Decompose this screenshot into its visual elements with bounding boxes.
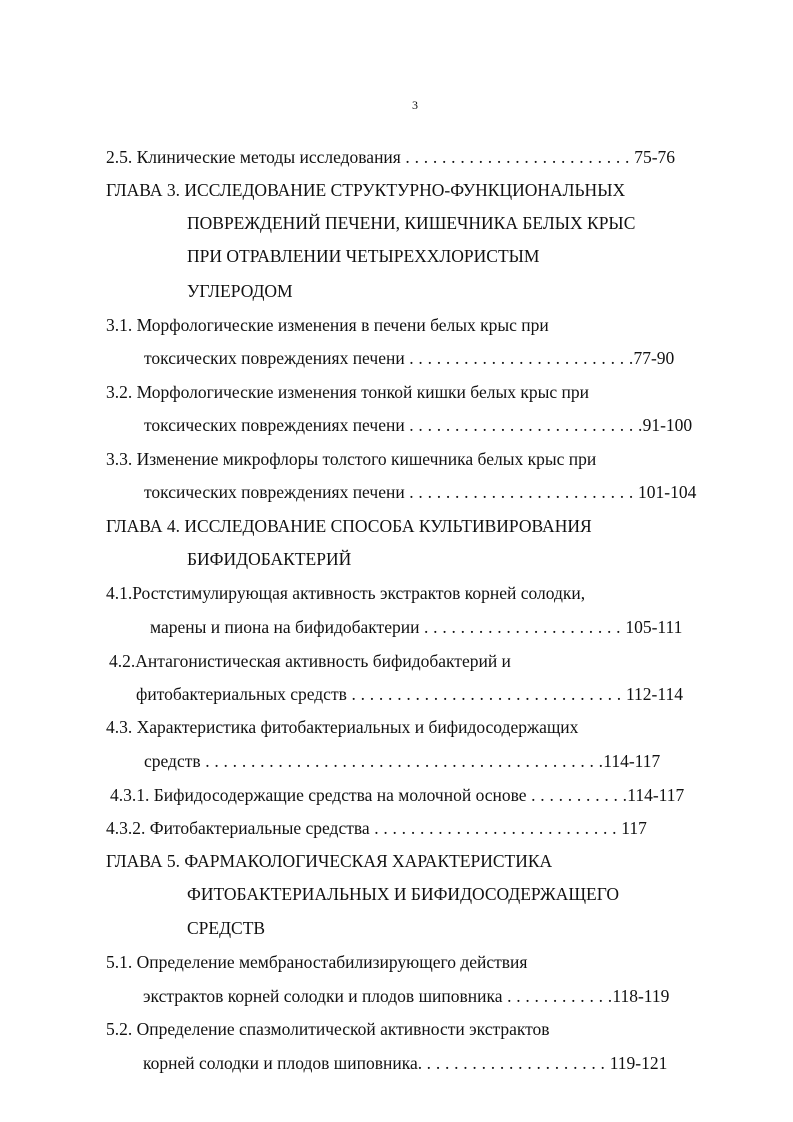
toc-page-range: 112-114 [625,684,683,704]
toc-entry-4-3-1 [110,784,684,806]
toc-page-range: 77-90 [633,348,675,368]
toc-entry-title: 2.5. Клинические методы исследования [106,147,401,167]
toc-page-range: 114-117 [627,785,685,805]
toc-entry-4-1-cont [150,616,682,638]
toc-entry-5-1-cont [143,985,669,1007]
toc-page-range: 119-121 [609,1053,668,1073]
toc-entry-5-2-cont [143,1052,667,1074]
toc-page-range: 101-104 [638,482,697,502]
chapter-4-heading-cont: БИФИДОБАКТЕРИЙ [187,549,352,569]
toc-entry-4-1: 4.1.Ростстимулирующая активность экстрактов корней солодки, [106,583,586,603]
toc-page-range: 105-111 [625,617,683,637]
toc-entry-3-1-cont [144,347,674,369]
toc-entry-5-2: 5.2. Определение спазмолитической активности экстрактов [106,1019,550,1039]
toc-entry-4-2: 4.2.Антагонистическая активность бифидобактерий и [109,651,511,671]
toc-entry-4-3-cont [144,750,660,772]
toc-page-range: 91-100 [642,415,693,435]
chapter-5-heading-cont: ФИТОБАКТЕРИАЛЬНЫХ И БИФИДОСОДЕРЖАЩЕГО [187,884,620,904]
toc-entry-3-2: 3.2. Морфологические изменения тонкой кишки белых крыс при [106,382,589,402]
toc-leader-dots: . . . . . . . . . . . . . . . . . . . . . . . . . . . . . . [346,684,626,704]
toc-entry-4-3: 4.3. Характеристика фитобактериальных и бифидосодержащих [106,717,579,737]
chapter-3-heading-cont: ПРИ ОТРАВЛЕНИИ ЧЕТЫРЕХХЛОРИСТЫМ [187,246,540,266]
toc-leader-dots: . . . . . . . . . . . . . . . . . . . . . . [419,617,626,637]
toc-leader-dots: . . . . . . . . . . . [526,785,628,805]
toc-entry-title: корней солодки и плодов шиповника. [143,1053,423,1073]
toc-entry-title: 4.3.2. Фитобактериальные средства [106,818,370,838]
toc-entry-4-2-cont [136,683,683,705]
toc-leader-dots: . . . . . . . . . . . . . . . . . . . . . . . . . [404,348,634,368]
toc-entry-3-1: 3.1. Морфологические изменения в печени белых крыс при [106,315,549,335]
toc-leader-dots: . . . . . . . . . . . . [502,986,613,1006]
toc-page-range: 75-76 [634,147,676,167]
toc-leader-dots: . . . . . . . . . . . . . . . . . . . . . . . . . [404,482,639,502]
toc-page-range: 118-119 [612,986,670,1006]
toc-entry-2-5 [106,146,675,168]
toc-entry-title: фитобактериальных средств [136,684,347,704]
chapter-5-heading: ГЛАВА 5. ФАРМАКОЛОГИЧЕСКАЯ ХАРАКТЕРИСТИКА [106,851,553,871]
chapter-3-heading-cont: ПОВРЕЖДЕНИЙ ПЕЧЕНИ, КИШЕЧНИКА БЕЛЫХ КРЫС [187,213,636,233]
toc-leader-dots: . . . . . . . . . . . . . . . . . . . . [422,1053,610,1073]
toc-leader-dots: . . . . . . . . . . . . . . . . . . . . . . . . . . . . . . . . . . . . . . . . . . . . [200,751,604,771]
chapter-3-heading: ГЛАВА 3. ИССЛЕДОВАНИЕ СТРУКТУРНО-ФУНКЦИОНАЛЬНЫХ [106,180,626,200]
toc-entry-5-1: 5.1. Определение мембраностабилизирующего действия [106,952,528,972]
toc-entry-title: 4.3.1. Бифидосодержащие средства на молочной основе [110,785,527,805]
toc-entry-3-3-cont [144,481,696,503]
toc-entry-title: токсических повреждениях печени [144,482,405,502]
page-number: 3 [412,98,418,112]
toc-entry-3-2-cont [144,414,692,436]
toc-entry-3-3: 3.3. Изменение микрофлоры толстого кишечника белых крыс при [106,449,597,469]
toc-entry-title: средств [144,751,201,771]
chapter-5-heading-cont: СРЕДСТВ [187,918,266,938]
toc-entry-title: марены и пиона на бифидобактерии [150,617,420,637]
toc-page-range: 114-117 [603,751,661,771]
toc-leader-dots: . . . . . . . . . . . . . . . . . . . . . . . . . [400,147,635,167]
chapter-4-heading: ГЛАВА 4. ИССЛЕДОВАНИЕ СПОСОБА КУЛЬТИВИРОВАНИЯ [106,516,592,536]
toc-leader-dots: . . . . . . . . . . . . . . . . . . . . . . . . . . [404,415,643,435]
toc-entry-title: токсических повреждениях печени [144,415,405,435]
toc-entry-title: токсических повреждениях печени [144,348,405,368]
chapter-3-heading-cont: УГЛЕРОДОМ [187,281,293,301]
toc-entry-title: экстрактов корней солодки и плодов шиповника [143,986,503,1006]
toc-page-range: 117 [621,818,647,838]
toc-leader-dots: . . . . . . . . . . . . . . . . . . . . . . . . . . . [369,818,622,838]
toc-entry-4-3-2 [106,817,647,839]
